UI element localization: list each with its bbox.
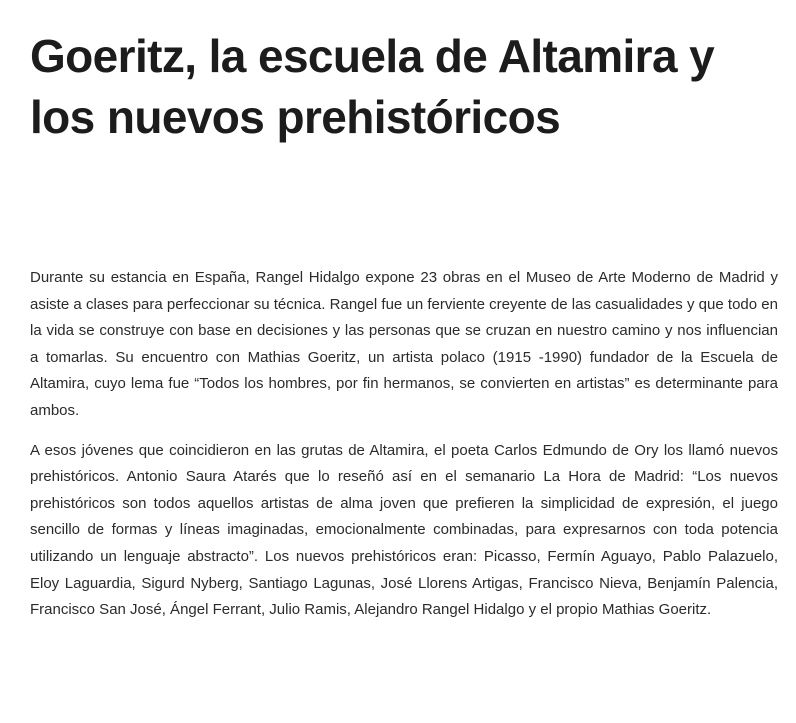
article-paragraph-2: A esos jóvenes que coincidieron en las grutas de Altamira, el poeta Carlos Edmundo de Ory los llamó nuevos prehistóricos. Antonio Saura Atarés que lo reseñó así en el semanario La Hora de Madrid: “Los nuevos prehistóricos son todos aquellos artistas de alma joven que prefieren la simplicidad de expresión, el juego sencillo de formas y líneas imaginadas, emocionalmente combinadas, para expresarnos con toda potencia utilizando un lenguaje abstracto”. Los nuevos prehistóricos eran: Picasso, Fermín Aguayo, Pablo Palazuelo, Eloy Laguardia, Sigurd Nyberg, Santiago Lagunas, José Llorens Artigas, Francisco Nieva, Benjamín Palencia, Francisco San José, Ángel Ferrant, Julio Ramis, Alejandro Rangel Hidalgo y el propio Mathias Goeritz. [30, 441, 778, 619]
article-title: Goeritz, la escuela de Altamira y los nuevos prehistóricos [30, 30, 715, 143]
article [30, 0, 778, 637]
article-paragraph-1: Durante su estancia en España, Rangel Hidalgo expone 23 obras en el Museo de Arte Moderno de Madrid y asiste a clases para perfeccionar su técnica. Rangel fue un ferviente creyente de las casualidades y que todo en la vida se construye con base en decisiones y las personas que se cruzan en nuestro camino y nos influencian a tomarlas. Su encuentro con Mathias Goeritz, un artista polaco (1915 -1990) fundador de la Escuela de Altamira, cuyo lema fue “Todos los hombres, por fin hermanos, se convierten en artistas” es determinante para ambos. [30, 269, 778, 419]
article-body [30, 265, 778, 624]
